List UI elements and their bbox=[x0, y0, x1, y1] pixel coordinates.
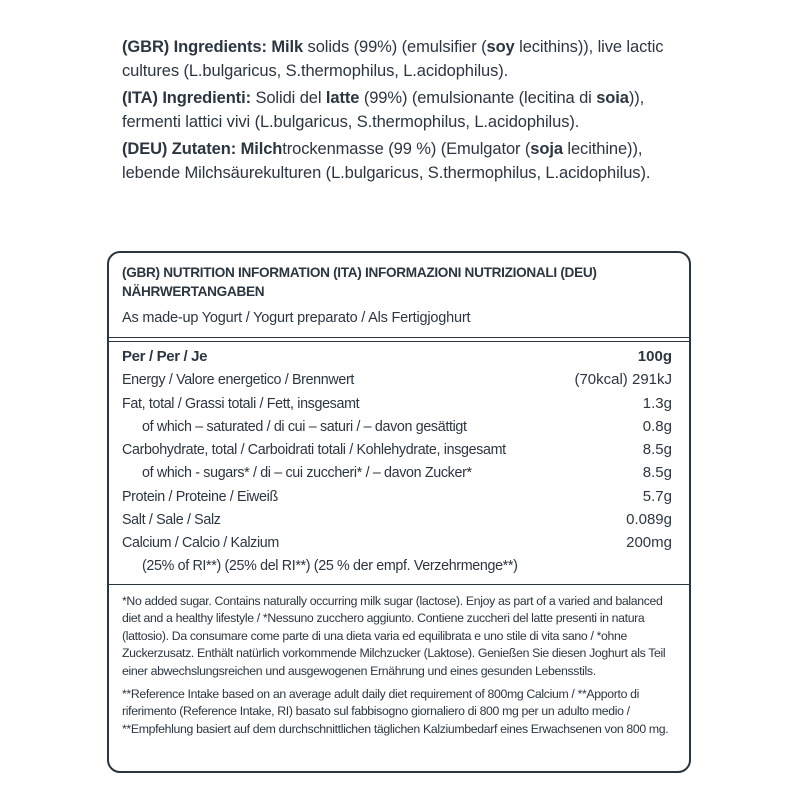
ingredients-gbr-prefix: (GBR) Ingredients: bbox=[122, 38, 272, 56]
row-label: Fat, total / Grassi totali / Fett, insgesamt bbox=[122, 395, 360, 412]
ingredients-ita-text2: )), fermenti lattici vivi (L.bulgaricus, S.thermophilus, L.acidophilus). bbox=[122, 89, 645, 131]
ingredients-ita-text1: (99%) (emulsionante (lecitina di bbox=[359, 89, 597, 107]
ingredients-deu bbox=[122, 138, 682, 185]
row-label: Carbohydrate, total / Carboidrati totali / Kohlehydrate, insgesamt bbox=[122, 442, 506, 459]
allergen-soia: soia bbox=[596, 89, 629, 107]
table-row bbox=[122, 395, 672, 418]
row-label: Calcium / Calcio / Kalzium bbox=[122, 535, 279, 552]
ingredients-gbr-text2: lecithins)), live lactic cultures (L.bulgaricus, S.thermophilus, L.acidophilus). bbox=[122, 38, 664, 80]
footnote-reference-intake: **Reference Intake based on an average adult daily diet requirement of 800mg Calcium / **Apporto di riferimento (Reference Intake, RI) basato sul fabbisogno giornaliero di 800 mg per un adulto medio / **Empfehlung basiert auf dem durchschnittlichen täglichen Kalziumbedarf eines Erwachsenen von 800 mg. bbox=[122, 687, 669, 736]
nutrition-table bbox=[122, 348, 672, 581]
row-value: 0.8g bbox=[642, 417, 672, 435]
ingredients-ita-text0: Solidi del bbox=[255, 89, 326, 107]
ingredients-deu-text2: lecithine)), lebende Milchsäurekulturen (L.bulgaricus, S.thermophilus, L.acidophilus). bbox=[122, 140, 651, 182]
allergen-milch: Milch bbox=[240, 140, 283, 158]
allergen-soja: soja bbox=[530, 140, 563, 158]
row-value: 8.5g bbox=[642, 441, 672, 459]
table-header-label: Per / Per / Je bbox=[122, 348, 208, 365]
table-row bbox=[122, 534, 672, 557]
table-header-row bbox=[122, 348, 672, 371]
row-label: Salt / Sale / Salz bbox=[122, 512, 221, 529]
row-value: 1.3g bbox=[642, 394, 672, 412]
table-row bbox=[122, 371, 672, 394]
divider-top-inner bbox=[109, 341, 689, 342]
row-label: of which – saturated / di cui – saturi / – davon gesättigt bbox=[142, 418, 467, 435]
row-value: 200mg bbox=[626, 534, 672, 552]
nutrition-subtitle: As made-up Yogurt / Yogurt preparato / Als Fertigjoghurt bbox=[122, 310, 471, 326]
row-label: Energy / Valore energetico / Brennwert bbox=[122, 372, 354, 389]
row-value: 0.089g bbox=[626, 511, 672, 529]
ingredients-deu-prefix: (DEU) Zutaten: bbox=[122, 140, 241, 158]
row-label: of which - sugars* / di – cui zuccheri* / – davon Zucker* bbox=[142, 465, 472, 482]
ingredients-section bbox=[122, 36, 682, 189]
table-row bbox=[122, 464, 672, 487]
ingredients-ita bbox=[122, 87, 682, 134]
row-label: Protein / Proteine / Eiweiß bbox=[122, 488, 278, 505]
ingredients-gbr bbox=[122, 36, 682, 83]
table-row bbox=[122, 418, 672, 441]
allergen-latte: latte bbox=[325, 89, 360, 107]
table-row bbox=[122, 558, 672, 581]
ingredients-deu-text1: trockenmasse (99 %) (Emulgator ( bbox=[282, 140, 531, 158]
row-value: 5.7g bbox=[642, 487, 672, 505]
allergen-soy: soy bbox=[486, 38, 515, 56]
table-header-value: 100g bbox=[637, 348, 672, 365]
footnote-sugar: *No added sugar. Contains naturally occurring milk sugar (lactose). Enjoy as part of a varied and balanced diet and a healthy lifestyle / *Nessuno zucchero aggiunto. Contiene zuccheri del latte presenti in natura (lattosio). Da consumare come parte di una dieta varia ed equilibrata e uno stile di vita sano / *ohne Zuckerzusatz. Enthält natürlich vorkommende Milchzucker (Laktose). Genießen Sie diesen Joghurt als Teil einer abwechslungsreichen und ausgewogenen Ernährung und eines gesunden Lebensstils. bbox=[122, 594, 666, 678]
divider-top bbox=[109, 337, 689, 338]
footnotes bbox=[122, 593, 672, 744]
row-label: (25% of RI**) (25% del RI**) (25 % der empf. Verzehrmenge**) bbox=[142, 557, 518, 574]
ingredients-gbr-text1: solids (99%) (emulsifier ( bbox=[303, 38, 487, 56]
row-value: (70kcal) 291kJ bbox=[574, 371, 672, 389]
allergen-milk: Milk bbox=[271, 38, 304, 56]
row-value: 8.5g bbox=[642, 464, 672, 482]
ingredients-ita-prefix: (ITA) Ingredienti: bbox=[122, 89, 256, 107]
nutrition-panel bbox=[107, 251, 691, 773]
table-row bbox=[122, 488, 672, 511]
table-row bbox=[122, 511, 672, 534]
table-row bbox=[122, 441, 672, 464]
divider-bottom bbox=[109, 584, 689, 585]
nutrition-title: (GBR) NUTRITION INFORMATION (ITA) INFORMAZIONI NUTRIZIONALI (DEU) NÄHRWERTANGABEN bbox=[122, 265, 597, 299]
